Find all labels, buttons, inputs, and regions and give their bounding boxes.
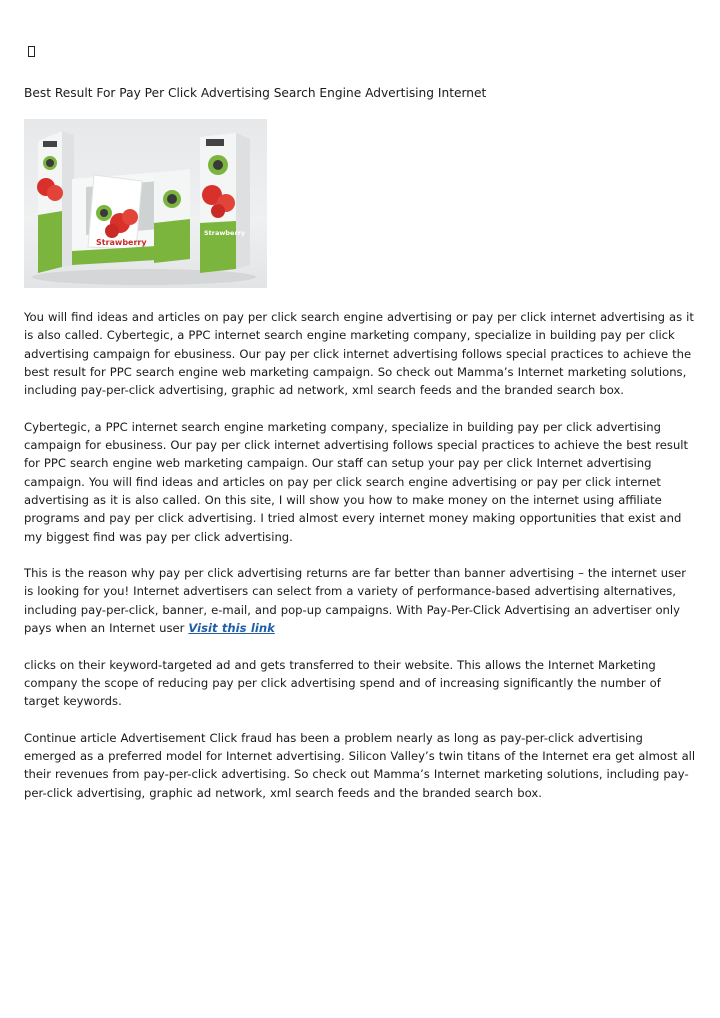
visit-link[interactable]: Visit this link: [188, 621, 275, 636]
missing-glyph-icon: [28, 46, 35, 57]
paragraph-4: clicks on their keyword-targeted ad and gets transferred to their website. This allows the Internet Marketing company the scope of reducing pay per click advertising spend and of increasing significantly the number of target keywords.: [24, 657, 661, 709]
svg-text:Strawberry: Strawberry: [96, 238, 147, 247]
svg-text:Strawberry: Strawberry: [204, 229, 246, 237]
packaging-illustration: [24, 119, 267, 288]
paragraph-5: Continue article Advertisement Click fraud has been a problem nearly as long as pay-per-click advertising emerged as a preferred model for Internet advertising. Silicon Valley’s twin titans of the Internet era get almost all their revenues from pay-per-click advertising. So check out Mamma’s Internet marketing solutions, including pay-per-click advertising, graphic ad network, xml search feeds and the branded search box.: [24, 730, 696, 800]
paragraph-3-text: This is the reason why pay per click advertising returns are far better than banner advertising – the internet user is looking for you! Internet advertisers can select from a variety of performance-based advertising alternatives, including pay-per-click, banner, e-mail, and pop-up campaigns. With Pay-Per-Click Advertising an advertiser only pays when an Internet user: [24, 566, 687, 636]
article-body: [24, 308, 696, 820]
product-image: [24, 119, 267, 288]
paragraph-3: [24, 564, 696, 637]
page-title: Best Result For Pay Per Click Advertising Search Engine Advertising Internet: [24, 86, 487, 100]
paragraph-2: Cybertegic, a PPC internet search engine marketing company, specialize in building pay per click advertising campaign for ebusiness. Our pay per click internet advertising follows special practices to achieve the best result for PPC search engine web marketing campaign. Our staff can setup your pay per click Internet advertising campaign. You will find ideas and articles on pay per click search engine advertising or pay per click internet advertising as it is also called. On this site, I will show you how to make money on the internet using affiliate programs and pay per click advertising. I tried almost every internet money making opportunities that exist and my biggest find was pay per click advertising.: [24, 419, 689, 544]
paragraph-1: You will find ideas and articles on pay per click search engine advertising or pay per click internet advertising as it is also called. Cybertegic, a PPC internet search engine marketing company, specialize in building pay per click advertising campaign for ebusiness. Our pay per click internet advertising follows special practices to achieve the best result for PPC search engine web marketing campaign. So check out Mamma’s Internet marketing solutions, including pay-per-click advertising, graphic ad network, xml search feeds and the branded search box.: [24, 310, 694, 398]
